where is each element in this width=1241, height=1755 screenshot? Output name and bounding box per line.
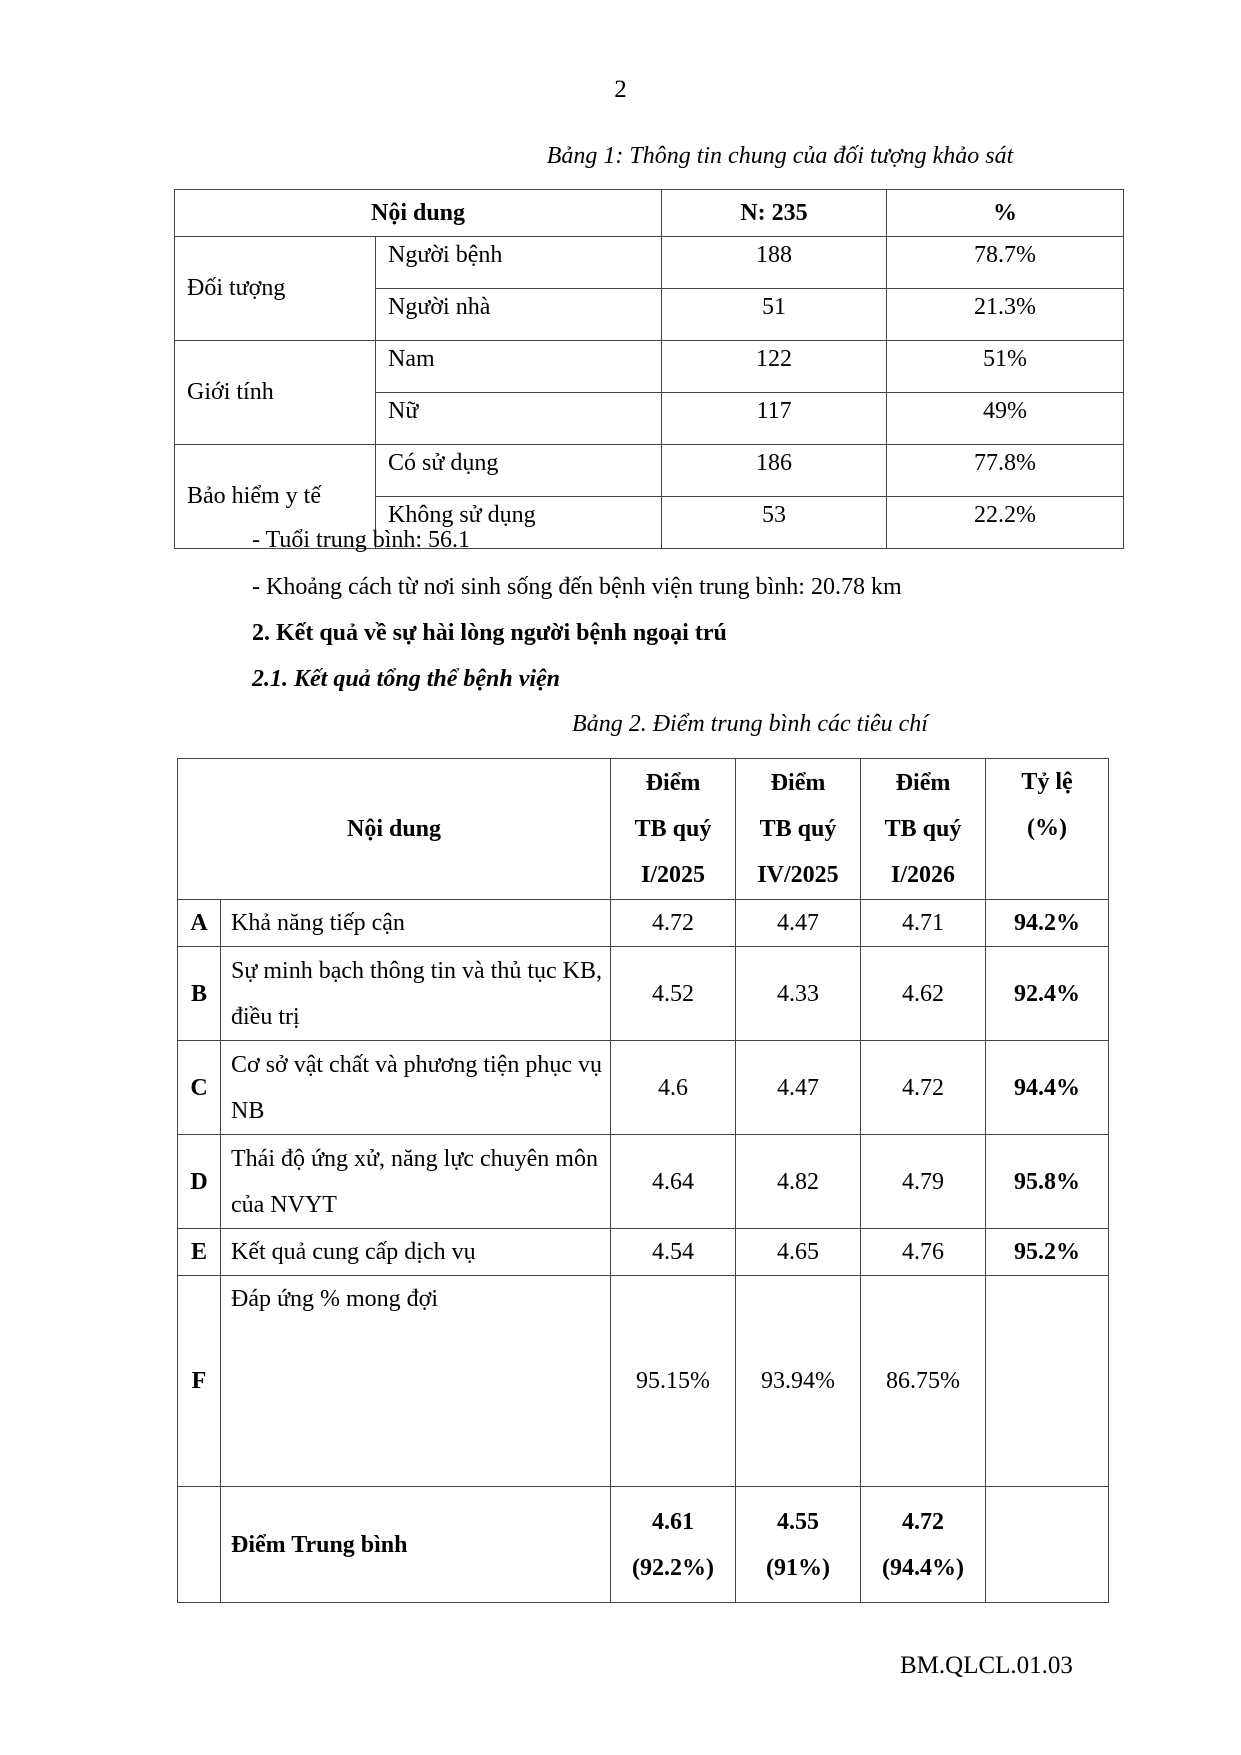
header-line: TB quý xyxy=(634,816,712,842)
row-q1-2025: 4.72 xyxy=(611,900,736,947)
row-rate: 95.2% xyxy=(986,1229,1109,1276)
row-q4-2025: 93.94% xyxy=(736,1276,861,1487)
row-n: 188 xyxy=(662,237,887,289)
row-q4-2025: 4.82 xyxy=(736,1135,861,1229)
row-label: Nữ xyxy=(376,393,662,445)
row-n: 117 xyxy=(662,393,887,445)
row-q1-2026: 4.79 xyxy=(861,1135,986,1229)
row-pct: 49% xyxy=(887,393,1124,445)
table2-average-row xyxy=(178,1487,1109,1603)
row-q1-2026: 4.76 xyxy=(861,1229,986,1276)
row-q4-2025: 4.33 xyxy=(736,947,861,1041)
group-label: Bảo hiểm y tế xyxy=(175,445,376,549)
table2-header-row xyxy=(178,759,1109,900)
table2-criteria-scores xyxy=(177,758,1109,1603)
average-pct: (92.2%) xyxy=(632,1554,714,1581)
row-n: 186 xyxy=(662,445,887,497)
header-line: TB quý xyxy=(759,816,837,842)
row-q1-2025: 4.6 xyxy=(611,1041,736,1135)
row-label: Thái độ ứng xử, năng lực chuyên môn của NVYT xyxy=(221,1135,611,1229)
row-pct: 21.3% xyxy=(887,289,1124,341)
row-q4-2025: 4.47 xyxy=(736,900,861,947)
table1-general-info xyxy=(174,189,1124,549)
header-line: (%) xyxy=(1027,815,1067,841)
average-label: Điểm Trung bình xyxy=(221,1487,611,1603)
average-q1-2025 xyxy=(611,1487,736,1603)
table2-header-q1-2025 xyxy=(611,759,736,900)
row-rate: 94.4% xyxy=(986,1041,1109,1135)
table1-header-n: N: 235 xyxy=(662,190,887,237)
row-label: Sự minh bạch thông tin và thủ tục KB, điều trị xyxy=(221,947,611,1041)
row-q1-2025: 4.54 xyxy=(611,1229,736,1276)
average-age-note: - Tuổi trung bình: 56.1 xyxy=(252,527,471,553)
header-line: TB quý xyxy=(884,816,962,842)
average-score: 4.72 xyxy=(902,1508,945,1535)
row-pct: 51% xyxy=(887,341,1124,393)
row-code-empty xyxy=(178,1487,221,1603)
average-score: 4.55 xyxy=(777,1508,820,1535)
table-row xyxy=(178,1276,1109,1487)
header-line: IV/2025 xyxy=(757,862,839,888)
average-q1-2026 xyxy=(861,1487,986,1603)
table2-caption: Bảng 2. Điểm trung bình các tiêu chí xyxy=(572,711,928,737)
row-label: Cơ sở vật chất và phương tiện phục vụ NB xyxy=(221,1041,611,1135)
table-row xyxy=(178,1041,1109,1135)
row-rate: 94.2% xyxy=(986,900,1109,947)
row-label: Có sử dụng xyxy=(376,445,662,497)
header-line: I/2026 xyxy=(891,862,956,888)
header-line: Tỷ lệ xyxy=(1021,769,1073,795)
row-q1-2025: 4.64 xyxy=(611,1135,736,1229)
average-pct: (91%) xyxy=(766,1554,830,1581)
row-code: F xyxy=(178,1276,221,1487)
table-row xyxy=(178,1229,1109,1276)
row-pct: 22.2% xyxy=(887,497,1124,549)
row-q4-2025: 4.65 xyxy=(736,1229,861,1276)
row-n: 51 xyxy=(662,289,887,341)
table-row xyxy=(178,947,1109,1041)
table2-header-rate xyxy=(986,759,1109,900)
average-q4-2025 xyxy=(736,1487,861,1603)
row-code: D xyxy=(178,1135,221,1229)
row-code: B xyxy=(178,947,221,1041)
header-line: Điểm xyxy=(895,770,951,796)
average-distance-note: - Khoảng cách từ nơi sinh sống đến bệnh viện trung bình: 20.78 km xyxy=(252,574,902,600)
header-line: Điểm xyxy=(770,770,826,796)
header-line: Điểm xyxy=(645,770,701,796)
row-pct: 77.8% xyxy=(887,445,1124,497)
section-heading: 2. Kết quả về sự hài lòng người bệnh ngoại trú xyxy=(252,620,727,646)
row-label: Khả năng tiếp cận xyxy=(221,900,611,947)
row-label: Đáp ứng % mong đợi xyxy=(221,1276,611,1487)
table-row xyxy=(178,1135,1109,1229)
table-row xyxy=(175,341,1124,393)
subsection-heading: 2.1. Kết quả tổng thể bệnh viện xyxy=(252,666,561,692)
row-q1-2026: 4.72 xyxy=(861,1041,986,1135)
table-row xyxy=(175,237,1124,289)
average-rate-empty xyxy=(986,1487,1109,1603)
row-q1-2026: 86.75% xyxy=(861,1276,986,1487)
row-label: Nam xyxy=(376,341,662,393)
average-pct: (94.4%) xyxy=(882,1554,964,1581)
row-q1-2026: 4.62 xyxy=(861,947,986,1041)
row-rate xyxy=(986,1276,1109,1487)
row-n: 122 xyxy=(662,341,887,393)
header-line: I/2025 xyxy=(641,862,706,888)
row-label: Người bệnh xyxy=(376,237,662,289)
group-label: Đối tượng xyxy=(175,237,376,341)
table2-header-content: Nội dung xyxy=(178,759,611,900)
row-code: E xyxy=(178,1229,221,1276)
table-row xyxy=(178,900,1109,947)
row-q1-2026: 4.71 xyxy=(861,900,986,947)
table1-header-content: Nội dung xyxy=(175,190,662,237)
table1-caption: Bảng 1: Thông tin chung của đối tượng khảo sát xyxy=(546,143,1014,169)
row-pct: 78.7% xyxy=(887,237,1124,289)
row-label: Kết quả cung cấp dịch vụ xyxy=(221,1229,611,1276)
average-score: 4.61 xyxy=(652,1508,695,1535)
form-code-footer: BM.QLCL.01.03 xyxy=(900,1652,1073,1679)
row-label: Không sử dụng xyxy=(376,497,662,549)
row-q4-2025: 4.47 xyxy=(736,1041,861,1135)
row-rate: 92.4% xyxy=(986,947,1109,1041)
page-number: 2 xyxy=(614,76,627,103)
table2-header-q1-2026 xyxy=(861,759,986,900)
row-q1-2025: 4.52 xyxy=(611,947,736,1041)
table2-header-q4-2025 xyxy=(736,759,861,900)
row-label: Người nhà xyxy=(376,289,662,341)
row-code: A xyxy=(178,900,221,947)
table1-header-pct: % xyxy=(887,190,1124,237)
row-rate: 95.8% xyxy=(986,1135,1109,1229)
row-n: 53 xyxy=(662,497,887,549)
row-q1-2025: 95.15% xyxy=(611,1276,736,1487)
table1-header-row xyxy=(175,190,1124,237)
group-label: Giới tính xyxy=(175,341,376,445)
row-code: C xyxy=(178,1041,221,1135)
table-row xyxy=(175,445,1124,497)
